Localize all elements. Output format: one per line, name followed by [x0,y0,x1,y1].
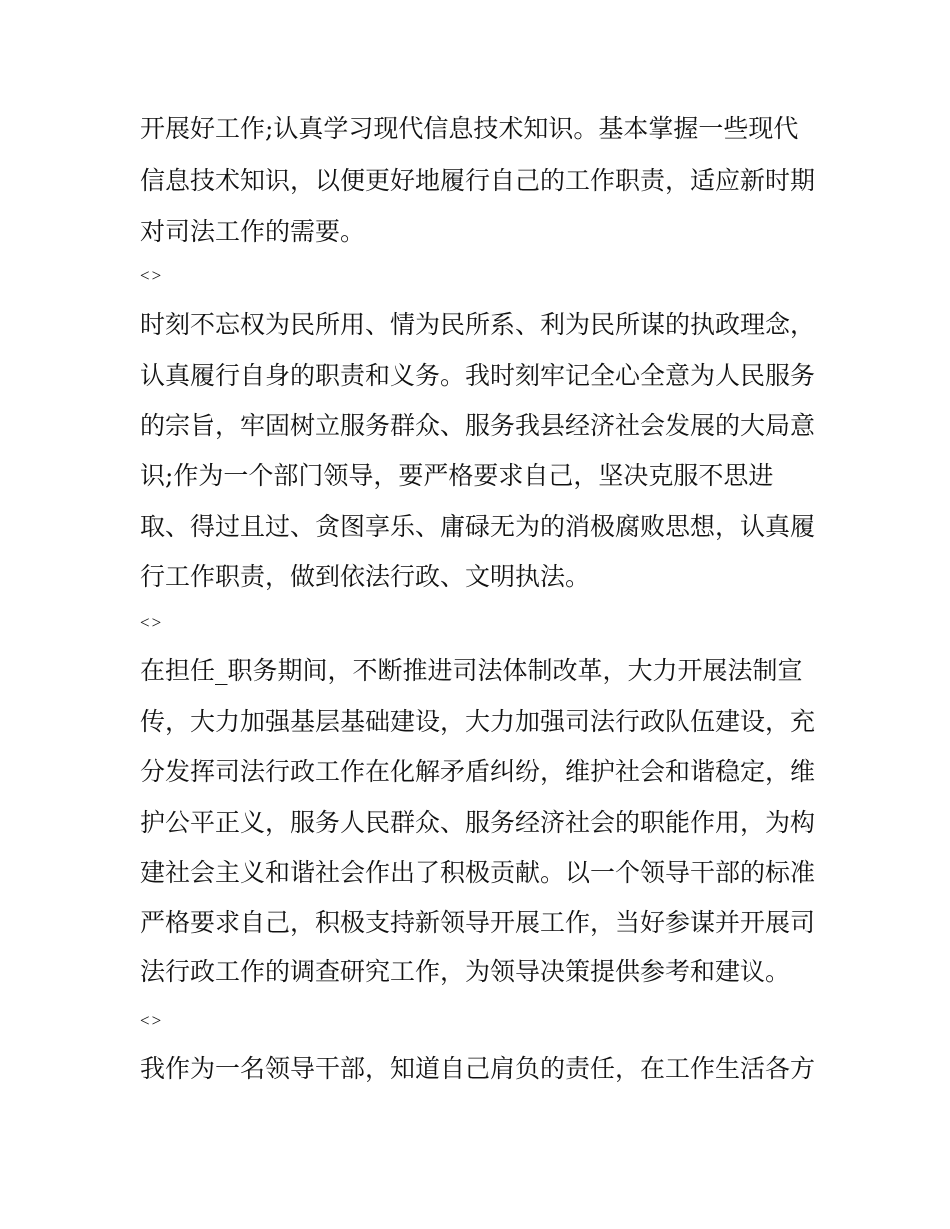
text-line: 开展好工作;认真学习现代信息技术知识。基本掌握一些现代 [140,114,799,143]
separator-mark: <> [140,1011,164,1030]
text-line: 在担任_职务期间，不断推进司法体制改革，大力开展法制宣 [140,656,803,685]
text-line: 传，大力加强基层基础建设，大力加强司法行政队伍建设，充 [140,707,816,736]
text-line: 行工作职责，做到依法行政、文明执法。 [140,562,591,591]
text-line: 时刻不忘权为民所用、情为民所系、利为民所谋的执政理念， [140,310,816,339]
separator-mark: <> [140,613,164,632]
text-line: 护公平正义，服务人民群众、服务经济社会的职能作用，为构 [140,808,816,837]
text-line: 法行政工作的调查研究工作，为领导决策提供参考和建议。 [140,957,791,986]
text-line: 信息技术知识，以便更好地履行自己的工作职责，适应新时期 [140,166,816,195]
text-line: 建社会主义和谐社会作出了积极贡献。以一个领导干部的标准 [140,858,816,887]
text-line: 取、得过且过、贪图享乐、庸碌无为的消极腐败思想，认真履 [140,512,816,541]
text-line: 我作为一名领导干部，知道自己肩负的责任，在工作生活各方 [140,1054,816,1083]
text-line: 分发挥司法行政工作在化解矛盾纠纷，维护社会和谐稳定，维 [140,757,816,786]
text-line: 严格要求自己，积极支持新领导开展工作，当好参谋并开展司 [140,908,816,937]
text-line: 识;作为一个部门领导，要严格要求自己，坚决克服不思进 [140,461,774,490]
text-line: 认真履行自身的职责和义务。我时刻牢记全心全意为人民服务 [140,361,816,390]
text-line: 对司法工作的需要。 [140,217,366,246]
separator-mark: <> [140,266,164,285]
text-line: 的宗旨，牢固树立服务群众、服务我县经济社会发展的大局意 [140,411,816,440]
